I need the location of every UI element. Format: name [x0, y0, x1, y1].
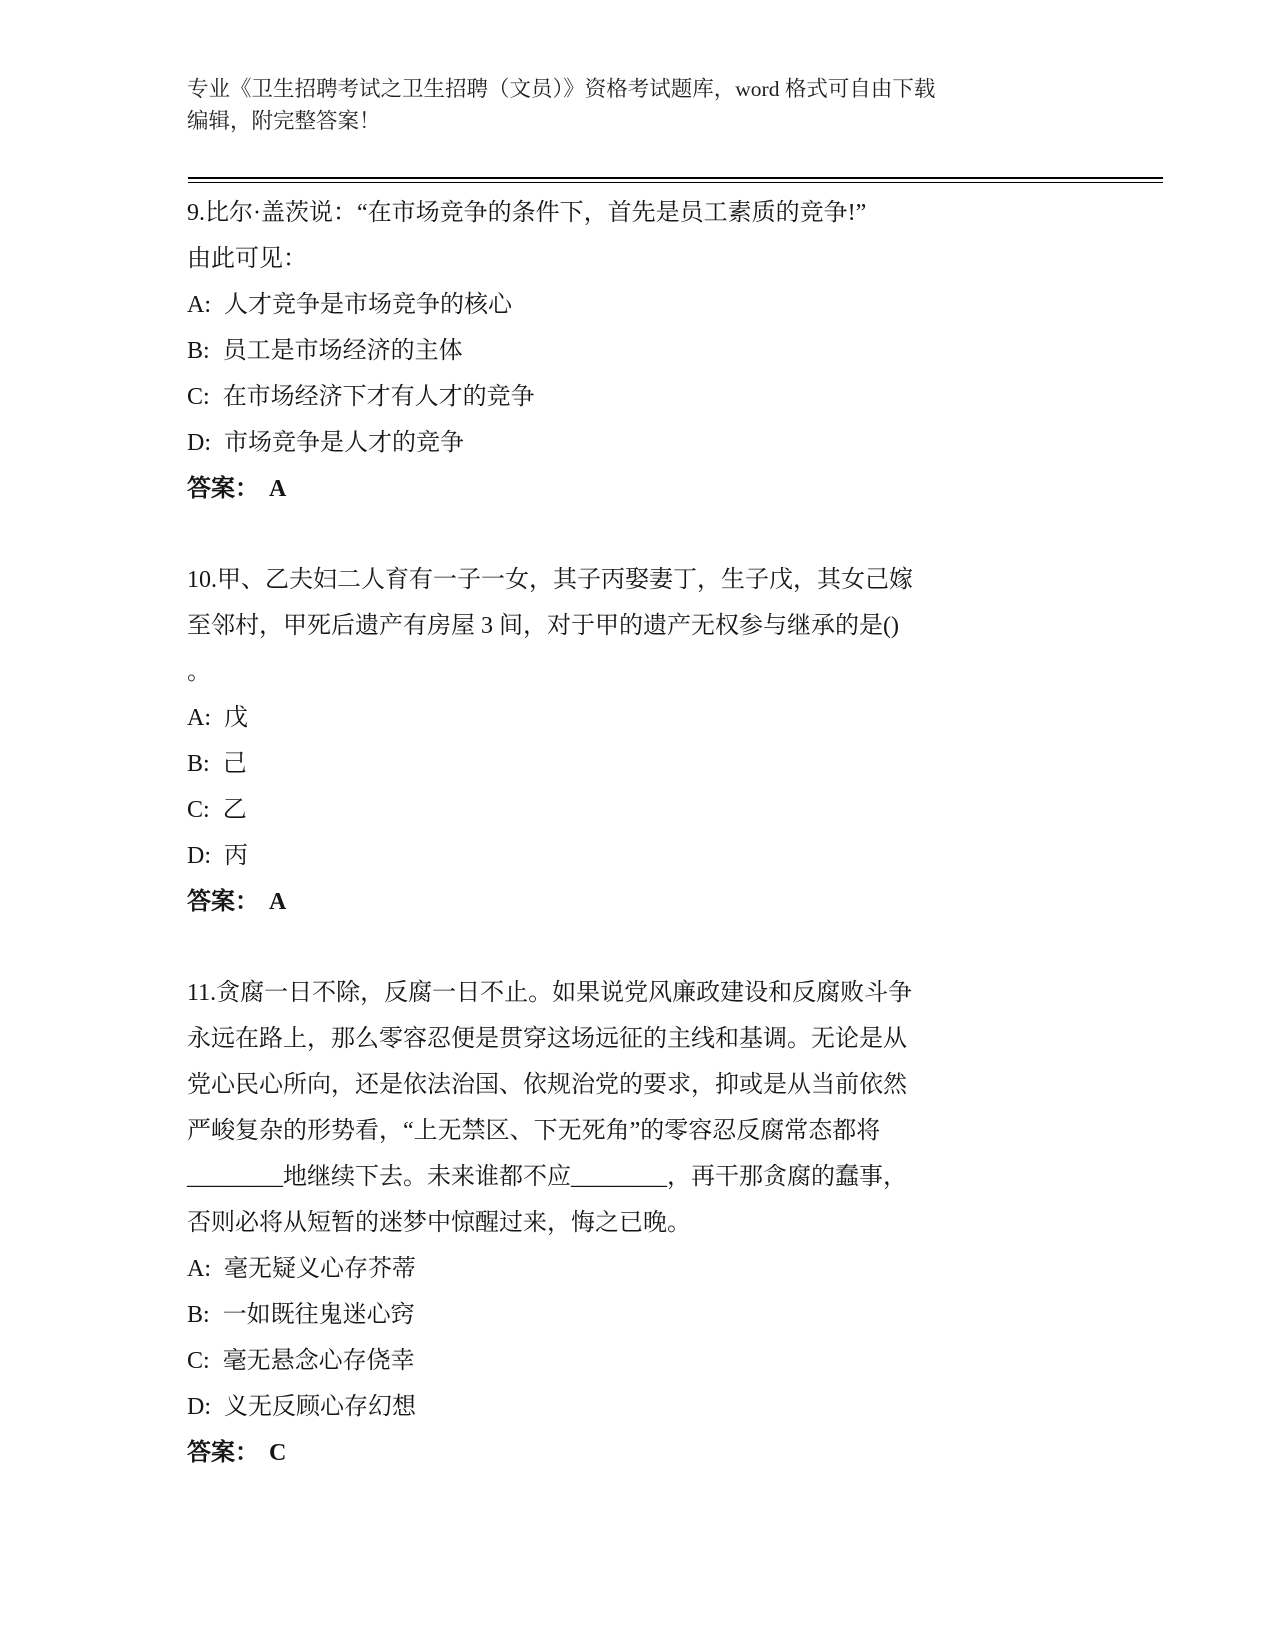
question-text-line: 9.比尔·盖茨说：“在市场竞争的条件下，首先是员工素质的竞争!”: [187, 200, 867, 226]
option-row-b: [187, 1292, 1092, 1338]
question-block-10: [187, 557, 1092, 925]
option-row-d: [187, 420, 1092, 466]
option-label: B:: [187, 338, 210, 364]
option-label: A:: [187, 1256, 211, 1282]
option-label: C:: [187, 1348, 210, 1374]
option-label: D:: [187, 843, 211, 869]
question-text-line: 否则必将从短暂的迷梦中惊醒过来，悔之已晚。: [187, 1210, 691, 1236]
option-text: 义无反顾心存幻想: [224, 1394, 416, 1420]
option-label: A:: [187, 705, 211, 731]
option-row-c: [187, 374, 1092, 420]
option-text: 市场竞争是人才的竞争: [224, 430, 464, 456]
question-text-line: 10.甲、乙夫妇二人育有一子一女，其子丙娶妻丁，生子戊，其女己嫁: [187, 567, 913, 593]
question-text-line: 永远在路上，那么零容忍便是贯穿这场远征的主线和基调。无论是从: [187, 1026, 907, 1052]
answer-value: C: [269, 1440, 287, 1466]
option-label: B:: [187, 1302, 210, 1328]
answer-line: [187, 466, 1092, 512]
answer-label: 答案：: [187, 889, 259, 915]
answer-label: 答案：: [187, 1440, 259, 1466]
option-label: A:: [187, 292, 211, 318]
option-row-b: [187, 328, 1092, 374]
page-header: [187, 73, 1092, 137]
document-body: [187, 190, 1092, 1476]
divider-thin-line: [188, 182, 1163, 183]
header-divider: [188, 177, 1163, 183]
answer-value: A: [269, 476, 287, 502]
option-row-a: [187, 282, 1092, 328]
option-text: 一如既往鬼迷心窍: [222, 1302, 415, 1328]
option-text: 丙: [224, 843, 248, 869]
question-text-line: 至邻村，甲死后遗产有房屋 3 间，对于甲的遗产无权参与继承的是(): [187, 613, 899, 639]
header-line-2: 编辑，附完整答案！: [187, 109, 381, 133]
option-text: 员工是市场经济的主体: [222, 338, 463, 364]
option-row-a: [187, 1246, 1092, 1292]
option-label: C:: [187, 384, 210, 410]
question-text-line: 严峻复杂的形势看，“上无禁区、下无死角”的零容忍反腐常态都将: [187, 1118, 881, 1144]
question-text-line: 党心民心所向，还是依法治国、依规治党的要求，抑或是从当前依然: [187, 1072, 907, 1098]
option-row-d: [187, 1384, 1092, 1430]
option-label: D:: [187, 1394, 211, 1420]
answer-line: [187, 879, 1092, 925]
option-text: 戊: [224, 705, 248, 731]
question-block-9: [187, 190, 1092, 512]
option-text: 毫无悬念心存侥幸: [222, 1348, 415, 1374]
answer-label: 答案：: [187, 476, 259, 502]
question-text-line: ________地继续下去。未来谁都不应________，再干那贪腐的蠢事，: [187, 1164, 907, 1190]
option-text: 人才竞争是市场竞争的核心: [224, 292, 512, 318]
option-row-a: [187, 695, 1092, 741]
header-line-1: 专业《卫生招聘考试之卫生招聘（文员）》资格考试题库，word 格式可自由下载: [187, 77, 936, 101]
option-row-d: [187, 833, 1092, 879]
option-text: 毫无疑义心存芥蒂: [224, 1256, 416, 1282]
option-text: 己: [222, 751, 247, 777]
option-row-c: [187, 1338, 1092, 1384]
question-text-line: 11.贪腐一日不除，反腐一日不止。如果说党风廉政建设和反腐败斗争: [187, 980, 913, 1006]
answer-line: [187, 1430, 1092, 1476]
option-label: D:: [187, 430, 211, 456]
option-label: C:: [187, 797, 210, 823]
option-label: B:: [187, 751, 210, 777]
option-text: 在市场经济下才有人才的竞争: [222, 384, 535, 410]
answer-value: A: [269, 889, 287, 915]
question-text-line: 由此可见：: [187, 246, 307, 272]
question-block-11: [187, 970, 1092, 1476]
option-row-b: [187, 741, 1092, 787]
option-text: 乙: [222, 797, 247, 823]
question-text-line: 。: [187, 659, 211, 685]
option-row-c: [187, 787, 1092, 833]
